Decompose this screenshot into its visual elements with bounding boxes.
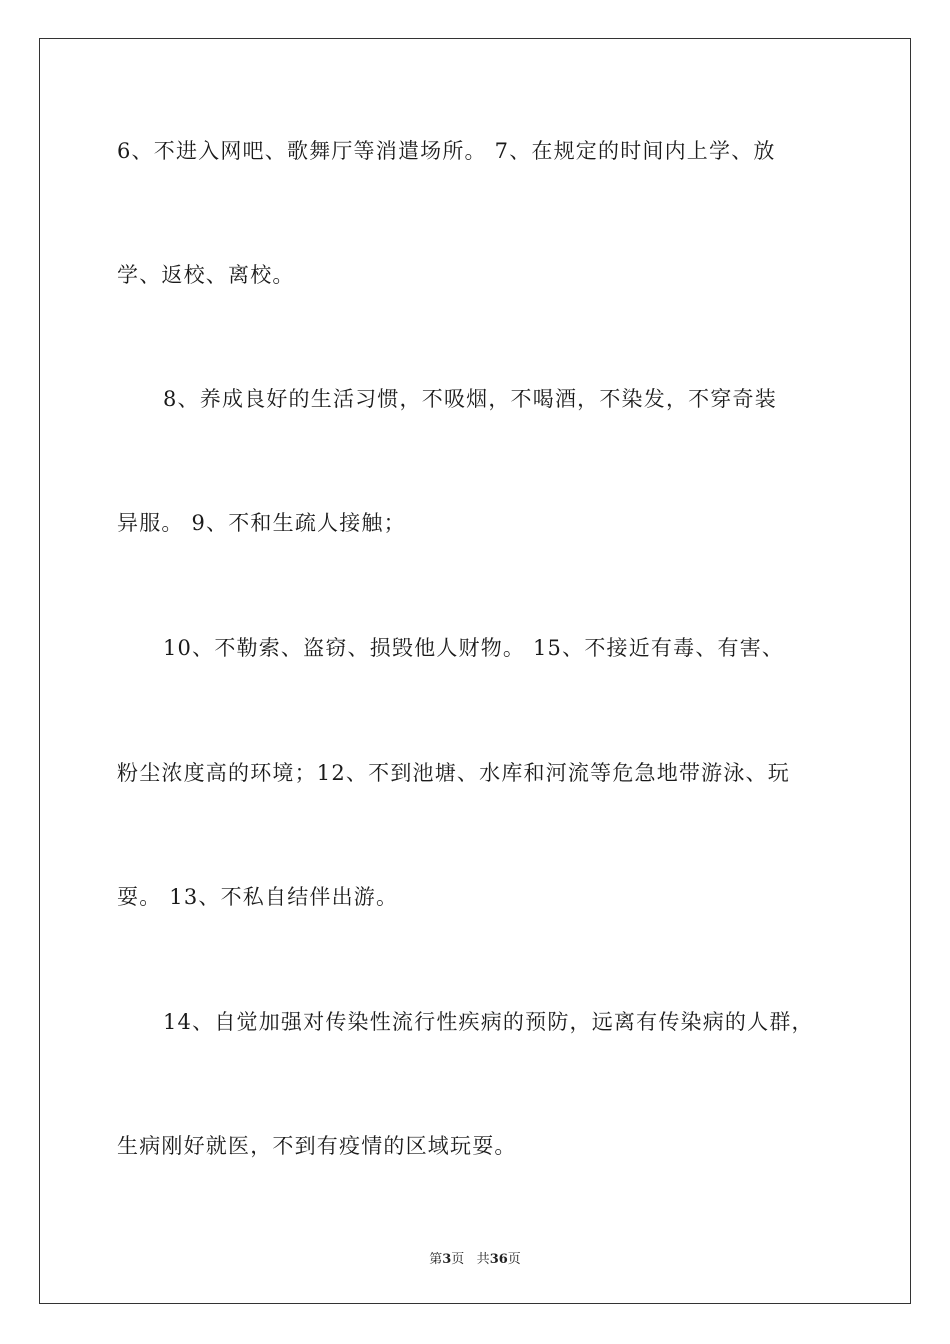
page-frame	[39, 38, 911, 1304]
paragraph-line-3: 8、养成良好的生活习惯，不吸烟，不喝酒，不染发，不穿奇装	[163, 387, 777, 411]
paragraph-line-8: 14、自觉加强对传染性流行性疾病的预防，远离有传染病的人群，	[163, 1010, 814, 1034]
paragraph-line-9: 生病刚好就医，不到有疫情的区域玩耍。	[117, 1134, 517, 1158]
footer-total-pages: 36	[489, 1252, 508, 1267]
paragraph-line-1: 6、不进入网吧、歌舞厅等消遣场所。 7、在规定的时间内上学、放	[117, 139, 776, 163]
paragraph-line-4: 异服。 9、不和生疏人接触；	[117, 511, 406, 535]
page-footer	[0, 1248, 950, 1267]
footer-total-suffix: 页	[507, 1252, 521, 1267]
footer-page-suffix: 页	[451, 1252, 465, 1267]
paragraph-line-7: 耍。 13、不私自结伴出游。	[117, 885, 399, 909]
footer-total-prefix: 共	[476, 1252, 490, 1267]
paragraph-line-6: 粉尘浓度高的环境；12、不到池塘、水库和河流等危急地带游泳、玩	[117, 761, 790, 785]
paragraph-line-2: 学、返校、离校。	[117, 263, 295, 287]
paragraph-line-5: 10、不勒索、盗窃、损毁他人财物。 15、不接近有毒、有害、	[163, 636, 785, 660]
footer-prefix: 第	[429, 1252, 443, 1267]
footer-page-number: 3	[442, 1252, 452, 1267]
